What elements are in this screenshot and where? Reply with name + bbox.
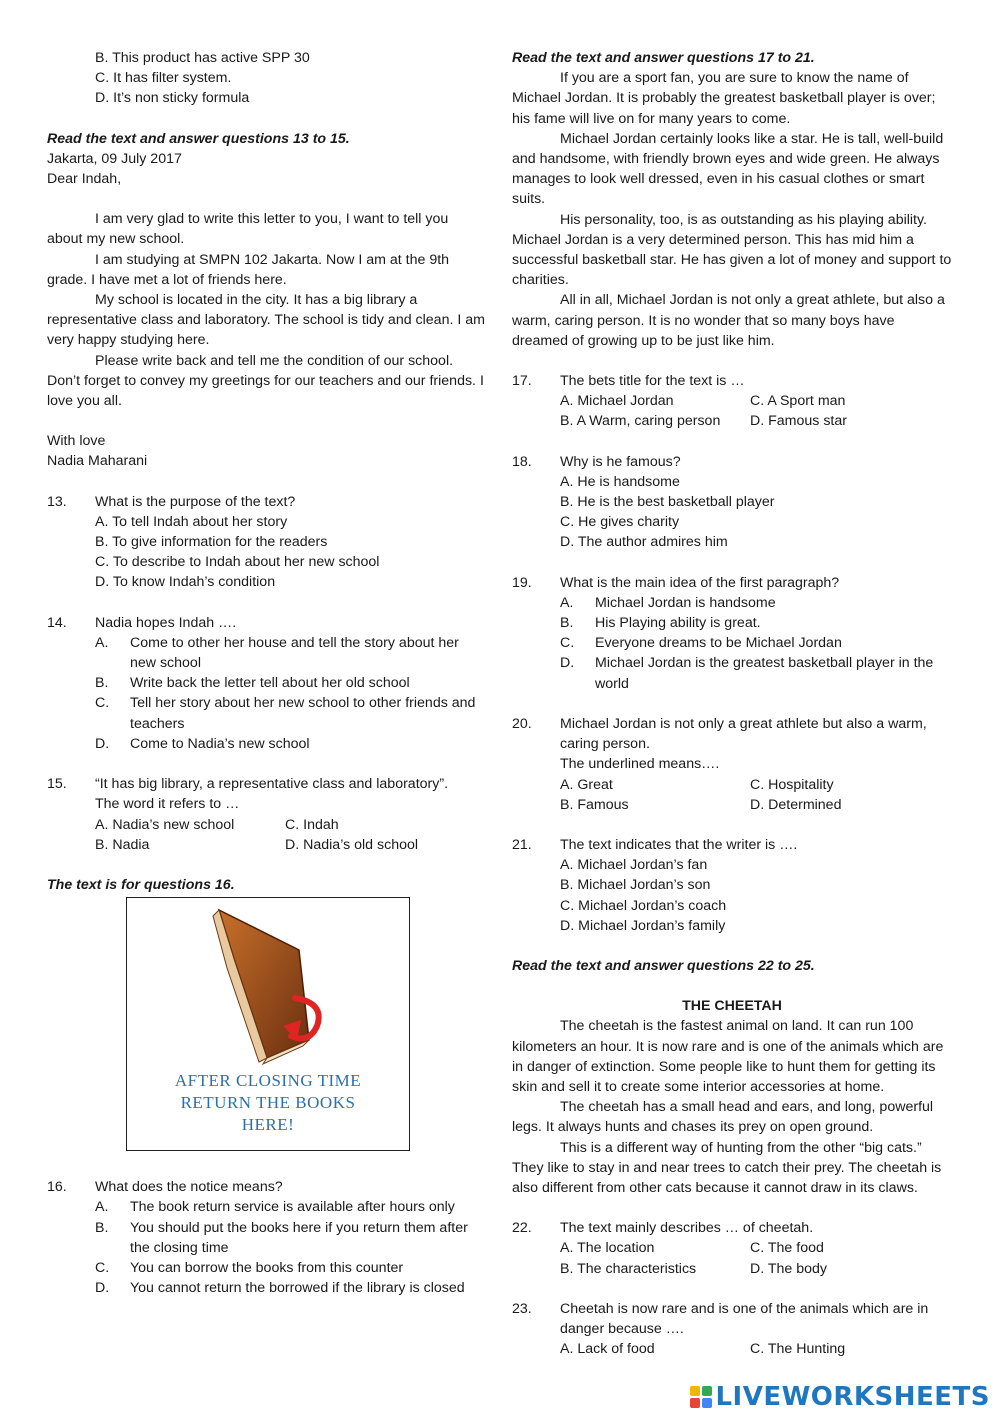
answer-option[interactable]: B. To give information for the readers: [95, 534, 328, 551]
option: B. This product has active SPP 30: [95, 50, 310, 66]
notice-box: [126, 897, 410, 1151]
question-text: The word it refers to …: [95, 796, 240, 813]
text-paragraph: The cheetah has a small head and ears, and long, powerful legs. It always hunts and chases its prey on open ground.: [512, 1099, 934, 1136]
answer-option[interactable]: [95, 734, 485, 754]
text-paragraph: All in all, Michael Jordan is not only a great athlete, but also a warm, caring person. It is no wonder that so many boys have dreamed of growing up to be just like him.: [512, 292, 945, 349]
question-20: [512, 714, 952, 815]
text-paragraph: If you are a sport fan, you are sure to know the name of Michael Jordan. It is probably the greatest basketball player is over; his fame will live on for many years to come.: [512, 70, 936, 127]
answer-option[interactable]: B. Nadia: [95, 836, 150, 853]
question-13: [47, 492, 485, 593]
answer-option[interactable]: A. Lack of food: [560, 1341, 655, 1358]
answer-option[interactable]: [560, 653, 952, 693]
option-text: Michael Jordan is handsome: [595, 594, 776, 611]
option-text: You should put the books here if you return them after the closing time: [130, 1219, 468, 1256]
letter-paragraph: Please write back and tell me the condition of our school. Don’t forget to convey my greetings for our teachers and our friends. I love you all.: [47, 352, 484, 410]
question-number: 20.: [512, 715, 532, 732]
logo-icon: [690, 1386, 712, 1408]
answer-option[interactable]: C. A Sport man: [750, 393, 846, 410]
option-letter: A.: [95, 1199, 109, 1216]
text-paragraph: The cheetah is the fastest animal on land. It can run 100 kilometers an hour. It is now rare and is one of the animals which are in danger of extinction. Some people like to hunt them for getting its skin and sell it to create some interior accessories at home.: [512, 1018, 944, 1095]
section-header: Read the text and answer questions 17 to 21.: [512, 50, 815, 66]
answer-option[interactable]: A. Great: [560, 776, 613, 793]
question-number: 23.: [512, 1300, 532, 1317]
question-16: [47, 1177, 485, 1298]
question-number: 21.: [512, 836, 532, 853]
answer-option[interactable]: [560, 633, 952, 653]
question-14: [47, 613, 485, 754]
option: C. It has filter system.: [95, 70, 232, 87]
question-21: [512, 835, 952, 936]
question-text: Why is he famous?: [560, 453, 681, 470]
option-letter: A.: [95, 634, 109, 651]
answer-option[interactable]: C. He gives charity: [560, 514, 680, 531]
notice-line: RETURN THE BOOKS: [180, 1093, 356, 1113]
letter-closing: With love: [47, 433, 106, 450]
answer-option[interactable]: A. Nadia’s new school: [95, 816, 235, 833]
answer-option[interactable]: B. He is the best basketball player: [560, 494, 775, 511]
letter-paragraph: I am studying at SMPN 102 Jakarta. Now I am at the 9th grade. I have met a lot of friends here.: [47, 251, 450, 288]
question-18: [512, 452, 952, 553]
answer-option[interactable]: A. The location: [560, 1240, 655, 1257]
answer-option[interactable]: C. The food: [750, 1240, 824, 1257]
answer-option[interactable]: D. Nadia’s old school: [285, 836, 419, 853]
question-text: The text indicates that the writer is ….: [560, 836, 798, 853]
liveworksheets-logo: [690, 1381, 990, 1412]
option-text: You can borrow the books from this counter: [130, 1259, 404, 1276]
question-text: The underlined means….: [560, 756, 720, 773]
letter-greeting: Dear Indah,: [47, 171, 122, 188]
answer-option[interactable]: D. Michael Jordan’s family: [560, 917, 726, 934]
question-text: Nadia hopes Indah ….: [95, 614, 237, 631]
question-number: 16.: [47, 1179, 67, 1196]
answer-option[interactable]: D. To know Indah’s condition: [95, 574, 276, 591]
question-number: 19.: [512, 574, 532, 591]
answer-option[interactable]: D. Determined: [750, 796, 842, 813]
question-number: 22.: [512, 1220, 532, 1237]
logo-text: LIVEWORKSHEETS: [715, 1381, 990, 1412]
option-text: Michael Jordan is the greatest basketball player in the world: [595, 655, 934, 692]
question-19: [512, 573, 952, 694]
question-number: 13.: [47, 493, 67, 510]
section-header: Read the text and answer questions 13 to 15.: [47, 130, 350, 147]
question-number: 15.: [47, 776, 67, 793]
option-letter: D.: [95, 735, 110, 752]
question-15: [47, 774, 485, 855]
letter-paragraph: My school is located in the city. It has a big library a representative class and laboratory. The school is tidy and clean. I am very happy studying here.: [47, 292, 485, 349]
answer-option[interactable]: C. Michael Jordan’s coach: [560, 897, 727, 914]
option-letter: A.: [560, 594, 574, 611]
question-23: [512, 1299, 952, 1360]
letter-signature: Nadia Maharani: [47, 453, 148, 470]
answer-option[interactable]: D. The body: [750, 1260, 828, 1277]
text-paragraph: Michael Jordan certainly looks like a star. He is tall, well-build and handsome, with friendly brown eyes and wide green. He always manages to look well dressed, even in his casual clothes or smart suits.: [512, 130, 944, 208]
option-letter: C.: [95, 1259, 110, 1276]
answer-option[interactable]: C. The Hunting: [750, 1341, 846, 1358]
option-letter: B.: [95, 1219, 109, 1236]
right-column: [512, 48, 952, 1359]
option-text: Tell her story about her new school to other friends and teachers: [130, 695, 476, 732]
question-22: [512, 1218, 952, 1279]
answer-option[interactable]: B. The characteristics: [560, 1260, 697, 1277]
question-17: [512, 371, 952, 432]
question-text: Cheetah is now rare and is one of the animals which are in danger because ….: [560, 1300, 929, 1337]
answer-option[interactable]: D. The author admires him: [560, 534, 728, 551]
answer-option[interactable]: B. Michael Jordan’s son: [560, 877, 711, 894]
answer-option[interactable]: C. Indah: [285, 816, 339, 833]
answer-option[interactable]: D. Famous star: [750, 413, 847, 430]
notice-line: AFTER CLOSING TIME: [174, 1071, 362, 1091]
option-text: The book return service is available after hours only: [130, 1199, 455, 1216]
answer-option[interactable]: B. Famous: [560, 796, 629, 813]
question-text: What is the main idea of the first paragraph?: [560, 574, 840, 591]
section-header: Read the text and answer questions 22 to 25.: [512, 957, 815, 974]
option-text: Everyone dreams to be Michael Jordan: [595, 635, 842, 652]
question-text: The bets title for the text is …: [560, 373, 745, 390]
answer-option[interactable]: C. To describe to Indah about her new school: [95, 554, 380, 571]
text-paragraph: This is a different way of hunting from the other “big cats.” They like to stay in and near trees to catch their prey. The cheetah is also different from other cats because it cannot draw in its claws.: [512, 1139, 942, 1196]
option-letter: C.: [560, 635, 575, 652]
text-paragraph: His personality, too, is as outstanding as his playing ability. Michael Jordan is a very determined person. This has mid him a successful basketball star. He has given a lot of money and support to charities.: [512, 211, 952, 289]
answer-option[interactable]: [95, 673, 485, 693]
question-text: What is the purpose of the text?: [95, 493, 296, 510]
answer-option[interactable]: C. Hospitality: [750, 776, 834, 793]
letter-date: Jakarta, 09 July 2017: [47, 150, 182, 167]
answer-option[interactable]: [560, 593, 952, 613]
question-number: 17.: [512, 373, 532, 390]
answer-option[interactable]: [95, 1218, 485, 1258]
option-text: His Playing ability is great.: [595, 615, 761, 632]
notice-line: HERE!: [241, 1115, 295, 1135]
answer-option[interactable]: [95, 693, 485, 733]
question-text: The text mainly describes … of cheetah.: [560, 1220, 814, 1237]
question-text: Michael Jordan is not only a great athlete but also a warm, caring person.: [560, 715, 927, 753]
option: D. It’s non sticky formula: [95, 90, 250, 107]
question-number: 14.: [47, 614, 67, 631]
answer-option[interactable]: [95, 1258, 485, 1278]
option-text: Write back the letter tell about her old school: [130, 675, 410, 692]
question-text: “It has big library, a representative class and laboratory”.: [95, 776, 449, 793]
option-text: Come to Nadia’s new school: [130, 735, 310, 752]
answer-option[interactable]: A. He is handsome: [560, 473, 680, 490]
answer-option[interactable]: B. A Warm, caring person: [560, 413, 721, 430]
option-text: You cannot return the borrowed if the library is closed: [130, 1280, 465, 1297]
answer-option[interactable]: [95, 1197, 485, 1217]
answer-option[interactable]: [95, 633, 485, 673]
option-text: Come to other her house and tell the story about her new school: [130, 634, 459, 672]
text-title: THE CHEETAH: [682, 998, 782, 1015]
option-letter: C.: [95, 695, 110, 712]
option-letter: D.: [560, 655, 575, 672]
option-letter: D.: [95, 1280, 110, 1297]
question-number: 18.: [512, 453, 532, 470]
answer-option[interactable]: A. Michael Jordan: [560, 393, 674, 410]
letter-paragraph: I am very glad to write this letter to you, I want to tell you about my new school.: [47, 211, 449, 248]
section-header: The text is for questions 16.: [47, 876, 235, 893]
option-letter: B.: [95, 675, 109, 692]
left-column: [47, 48, 485, 1298]
option-letter: B.: [560, 615, 574, 632]
answer-option[interactable]: [560, 613, 952, 633]
answer-option[interactable]: [95, 1278, 485, 1298]
answer-option[interactable]: A. To tell Indah about her story: [95, 513, 288, 530]
question-text: What does the notice means?: [95, 1179, 283, 1196]
answer-option[interactable]: A. Michael Jordan’s fan: [560, 857, 708, 874]
